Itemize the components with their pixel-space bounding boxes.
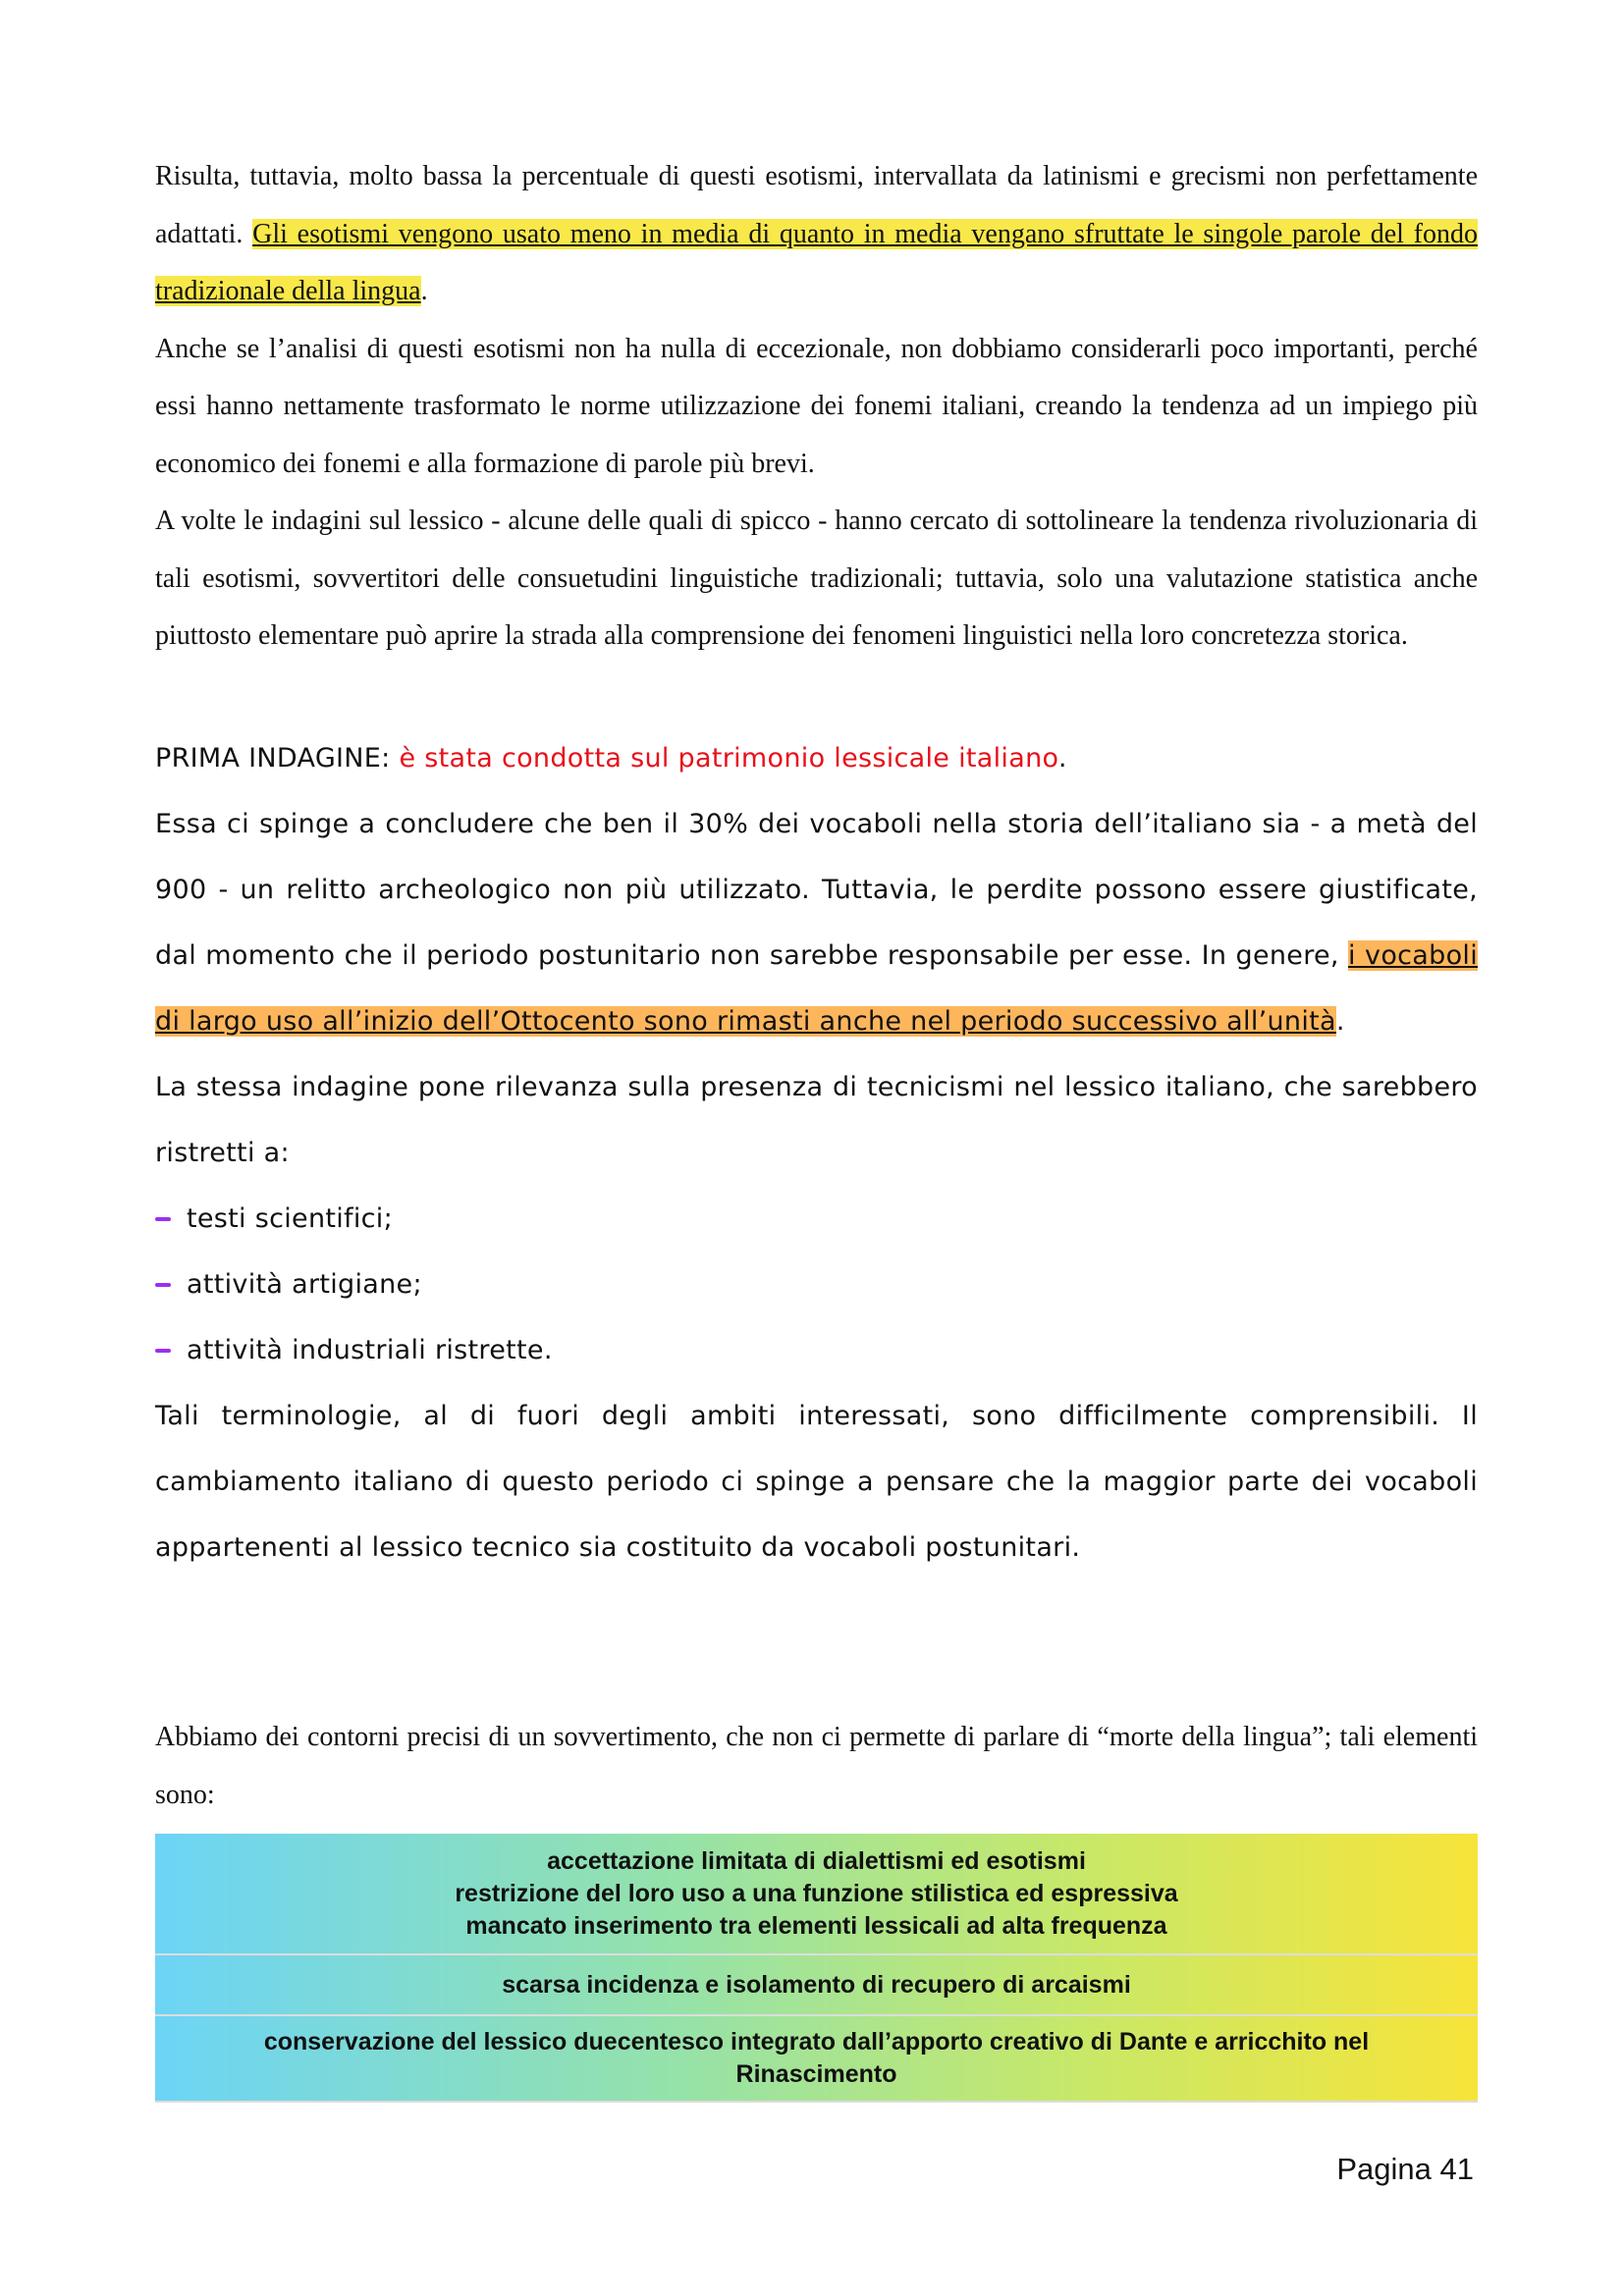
notes-paragraph-2: La stessa indagine pone rilevanza sulla presenza di tecnicismi nel lessico italiano, che sarebbero ristretti a:	[155, 1072, 1478, 1168]
outro-section	[155, 1709, 1478, 1824]
intro-section	[155, 148, 1478, 666]
table-row: conservazione del lessico duecentesco integrato dall’apporto creativo di Dante e arricchito nel Rinascimento	[155, 2016, 1478, 2103]
list-item: attività artigiane;	[155, 1252, 1478, 1317]
notes-paragraph-1: Essa ci spinge a concludere che ben il 30% dei vocaboli nella storia dell’italiano sia - a metà del 900 - un relitto archeologico non più utilizzato. Tuttavia, le perdite possono essere giustificate, dal momento che il periodo postunitario non sarebbe responsabile per esse. In genere, i vocaboli di largo uso all’inizio dell’Ottocento sono rimasti anche nel periodo successivo all’unità.	[155, 809, 1479, 1037]
notes-paragraph-3: Tali terminologie, al di fuori degli ambiti interessati, sono difficilmente comprensibili. Il cambiamento italiano di questo periodo ci spinge a pensare che la maggior parte dei vocaboli appartenenti al lessico tecnico sia costituito da vocaboli postunitari.	[155, 1401, 1478, 1563]
outro-paragraph: Abbiamo dei contorni precisi di un sovvertimento, che non ci permette di parlare di “morte della lingua”; tali elementi sono:	[155, 1722, 1478, 1810]
intro-paragraph-1: Risulta, tuttavia, molto bassa la percentuale di questi esotismi, intervallata da latinismi e grecismi non perfettamente adattati. Gli esotismi vengono usato meno in media di quanto in media vengano sfruttate le singole parole del fondo tradizionale della lingua.	[155, 161, 1478, 306]
summary-table	[155, 1834, 1478, 2103]
dash-bullet-icon	[155, 1283, 171, 1287]
dash-bullet-icon	[155, 1217, 171, 1221]
table-row: scarsa incidenza e isolamento di recupero di arcaismi	[155, 1955, 1478, 2016]
intro-paragraph-2: Anche se l’analisi di questi esotismi non ha nulla di eccezionale, non dobbiamo considerarli poco importanti, perché essi hanno nettamente trasformato le norme utilizzazione dei fonemi italiani, creando la tendenza ad un impiego più economico dei fonemi e alla formazione di parole più brevi.	[155, 333, 1478, 479]
intro-paragraph-3: A volte le indagini sul lessico - alcune delle quali di spicco - hanno cercato di sottolineare la tendenza rivoluzionaria di tali esotismi, sovvertitori delle consuetudini linguistiche tradizionali; tuttavia, solo una valutazione statistica anche piuttosto elementare può aprire la strada alla comprensione dei fenomeni linguistici nella loro concretezza storica.	[155, 506, 1478, 651]
list-item: testi scientifici;	[155, 1186, 1478, 1252]
notes-section	[155, 725, 1478, 1580]
highlighted-text: i vocaboli di largo uso all’inizio dell’Ottocento sono rimasti anche nel periodo successivo all’unità	[155, 940, 1479, 1037]
highlighted-text: Gli esotismi vengono usato meno in media di quanto in media vengano sfruttate le singole parole del fondo tradizionale della lingua	[155, 218, 1478, 306]
page-number: Pagina 41	[1336, 2152, 1474, 2186]
table-row: accettazione limitata di dialettismi ed esotismi restrizione del loro uso a una funzione stilistica ed espressiva mancato inserimento tra elementi lessicali ad alta frequenza	[155, 1834, 1478, 1955]
list-item: attività industriali ristrette.	[155, 1317, 1478, 1383]
section-heading: PRIMA INDAGINE: è stata condotta sul patrimonio lessicale italiano.	[155, 743, 1067, 774]
dash-bullet-icon	[155, 1349, 171, 1353]
